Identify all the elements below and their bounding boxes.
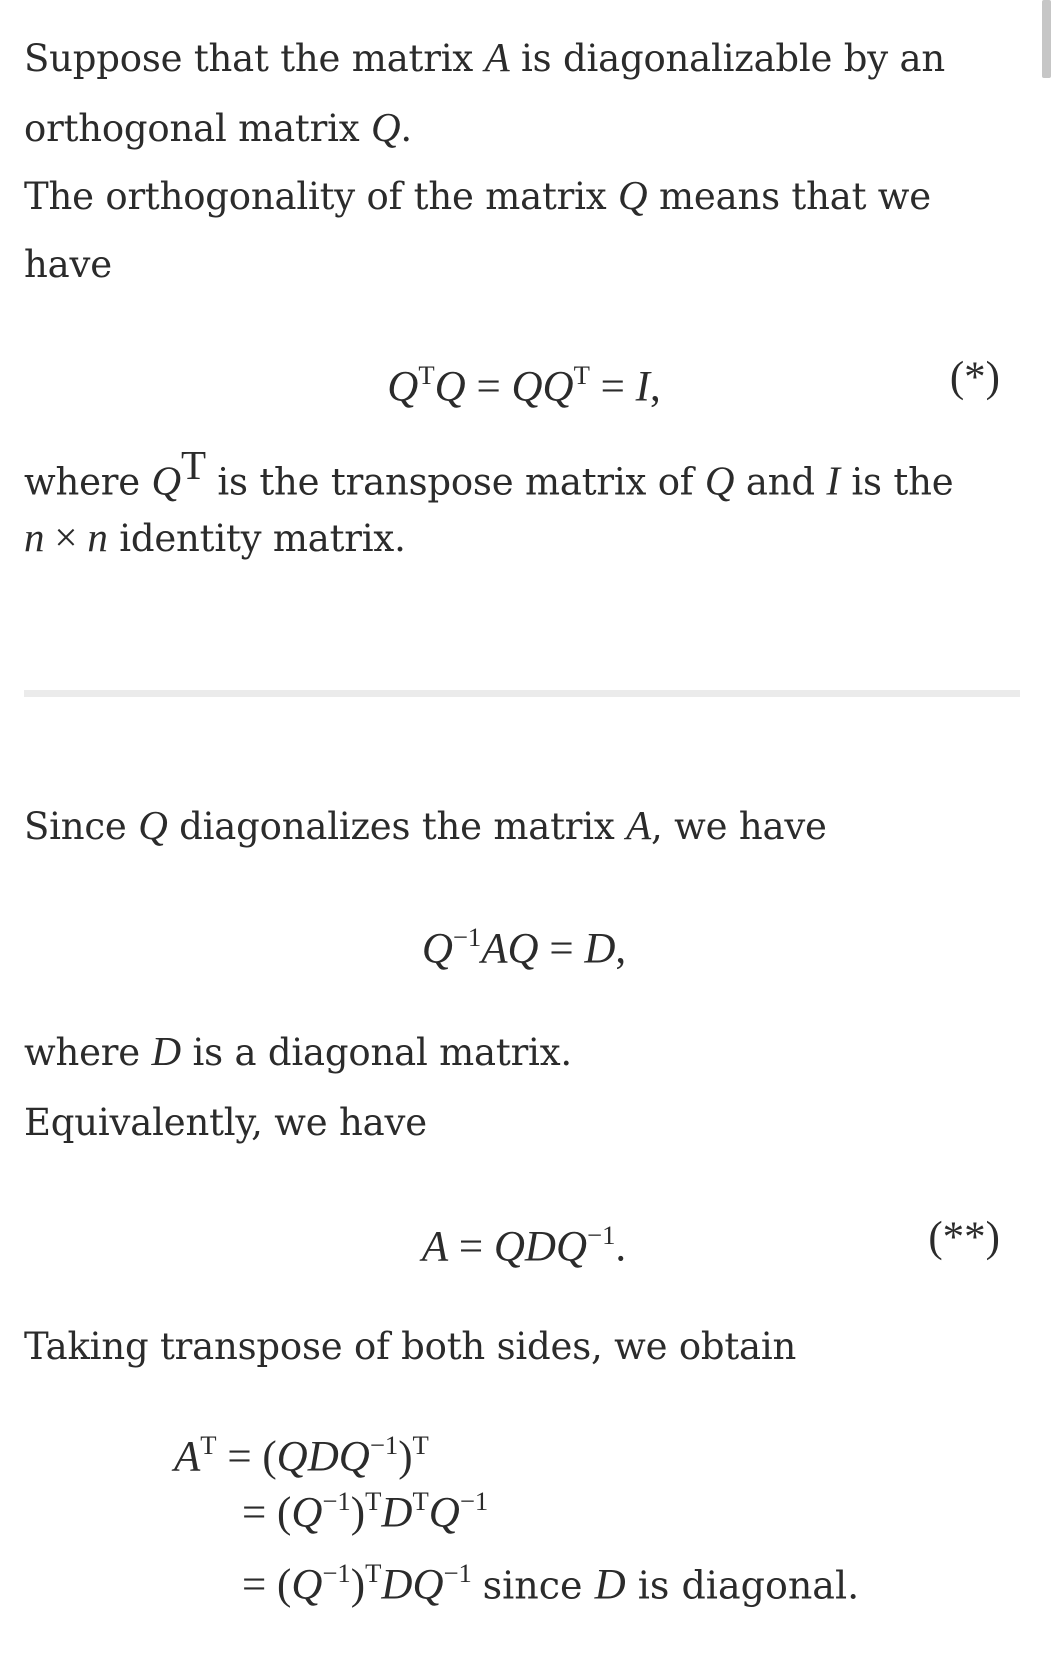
text: diagonalizes the matrix xyxy=(167,805,627,848)
text: where xyxy=(24,1031,152,1074)
math-sup: T xyxy=(180,441,206,488)
text: . xyxy=(400,107,412,150)
math-var: Q xyxy=(618,172,648,218)
paragraph-diagonalizes xyxy=(24,788,827,864)
paragraph-diagonal-def xyxy=(24,1014,572,1090)
paragraph-orthogonality-cont xyxy=(24,228,112,302)
text: orthogonal matrix xyxy=(24,107,371,150)
math-var: n xyxy=(24,514,45,560)
math-var: Q xyxy=(138,802,168,848)
math-var: I xyxy=(826,457,840,504)
equation-tag-star: (*) xyxy=(949,354,1000,401)
scrollbar[interactable] xyxy=(1042,0,1051,78)
equation-tag-double-star: (**) xyxy=(928,1214,1000,1261)
equation-orthogonality: $Q^TQ = QQ^T = I$, xyxy=(387,359,661,411)
paragraph-intro xyxy=(24,20,945,96)
math-var: A xyxy=(626,802,651,848)
text: is the xyxy=(839,460,954,504)
text: is diagonalizable by an xyxy=(509,37,946,80)
aligned-equation-line-2: = $(Q^{-1})^TD^TQ^{-1}$ xyxy=(242,1485,489,1537)
text: Equivalently, we have xyxy=(24,1101,427,1144)
text: is diagonal. xyxy=(625,1563,860,1608)
paragraph-equivalently xyxy=(24,1086,427,1160)
text: is a diagonal matrix. xyxy=(180,1031,572,1074)
text: Since xyxy=(24,805,139,848)
math-var: n xyxy=(87,514,108,560)
section-divider xyxy=(24,690,1020,697)
text: where xyxy=(24,460,152,504)
math-var: Q xyxy=(370,104,401,150)
paragraph-transpose-sides xyxy=(24,1310,796,1384)
equation-diagonalization: $Q^{-1}AQ = D$, xyxy=(421,921,627,973)
text: , we have xyxy=(651,805,827,848)
text: have xyxy=(24,243,112,286)
text: identity matrix. xyxy=(107,517,406,560)
text: and xyxy=(734,460,827,504)
aligned-equation-line-3: = $(Q^{-1})^TDQ^{-1}$ since D is diagonal. xyxy=(242,1557,860,1609)
math-var: D xyxy=(594,1561,626,1609)
text: Suppose that the matrix xyxy=(24,37,485,80)
paragraph-intro-cont xyxy=(24,90,412,166)
text: Taking transpose of both sides, we obtain xyxy=(24,1325,797,1368)
equation-A-QDQinv: $A = QDQ^{-1}$. xyxy=(421,1219,627,1271)
aligned-equation-line-1: $A^T = (QDQ^{-1})^T$ xyxy=(174,1429,429,1481)
math-var: A xyxy=(484,34,510,80)
text: since xyxy=(482,1563,595,1608)
paragraph-transpose-def-cont xyxy=(24,500,406,576)
math-var: D xyxy=(151,1028,181,1074)
text: is the transpose matrix of xyxy=(205,460,705,504)
math-var: Q xyxy=(151,457,181,504)
paragraph-orthogonality xyxy=(24,158,931,234)
text: means that we xyxy=(647,175,931,218)
math-var: Q xyxy=(704,457,735,504)
math-op: × xyxy=(44,514,88,560)
text: The orthogonality of the matrix xyxy=(24,175,619,218)
